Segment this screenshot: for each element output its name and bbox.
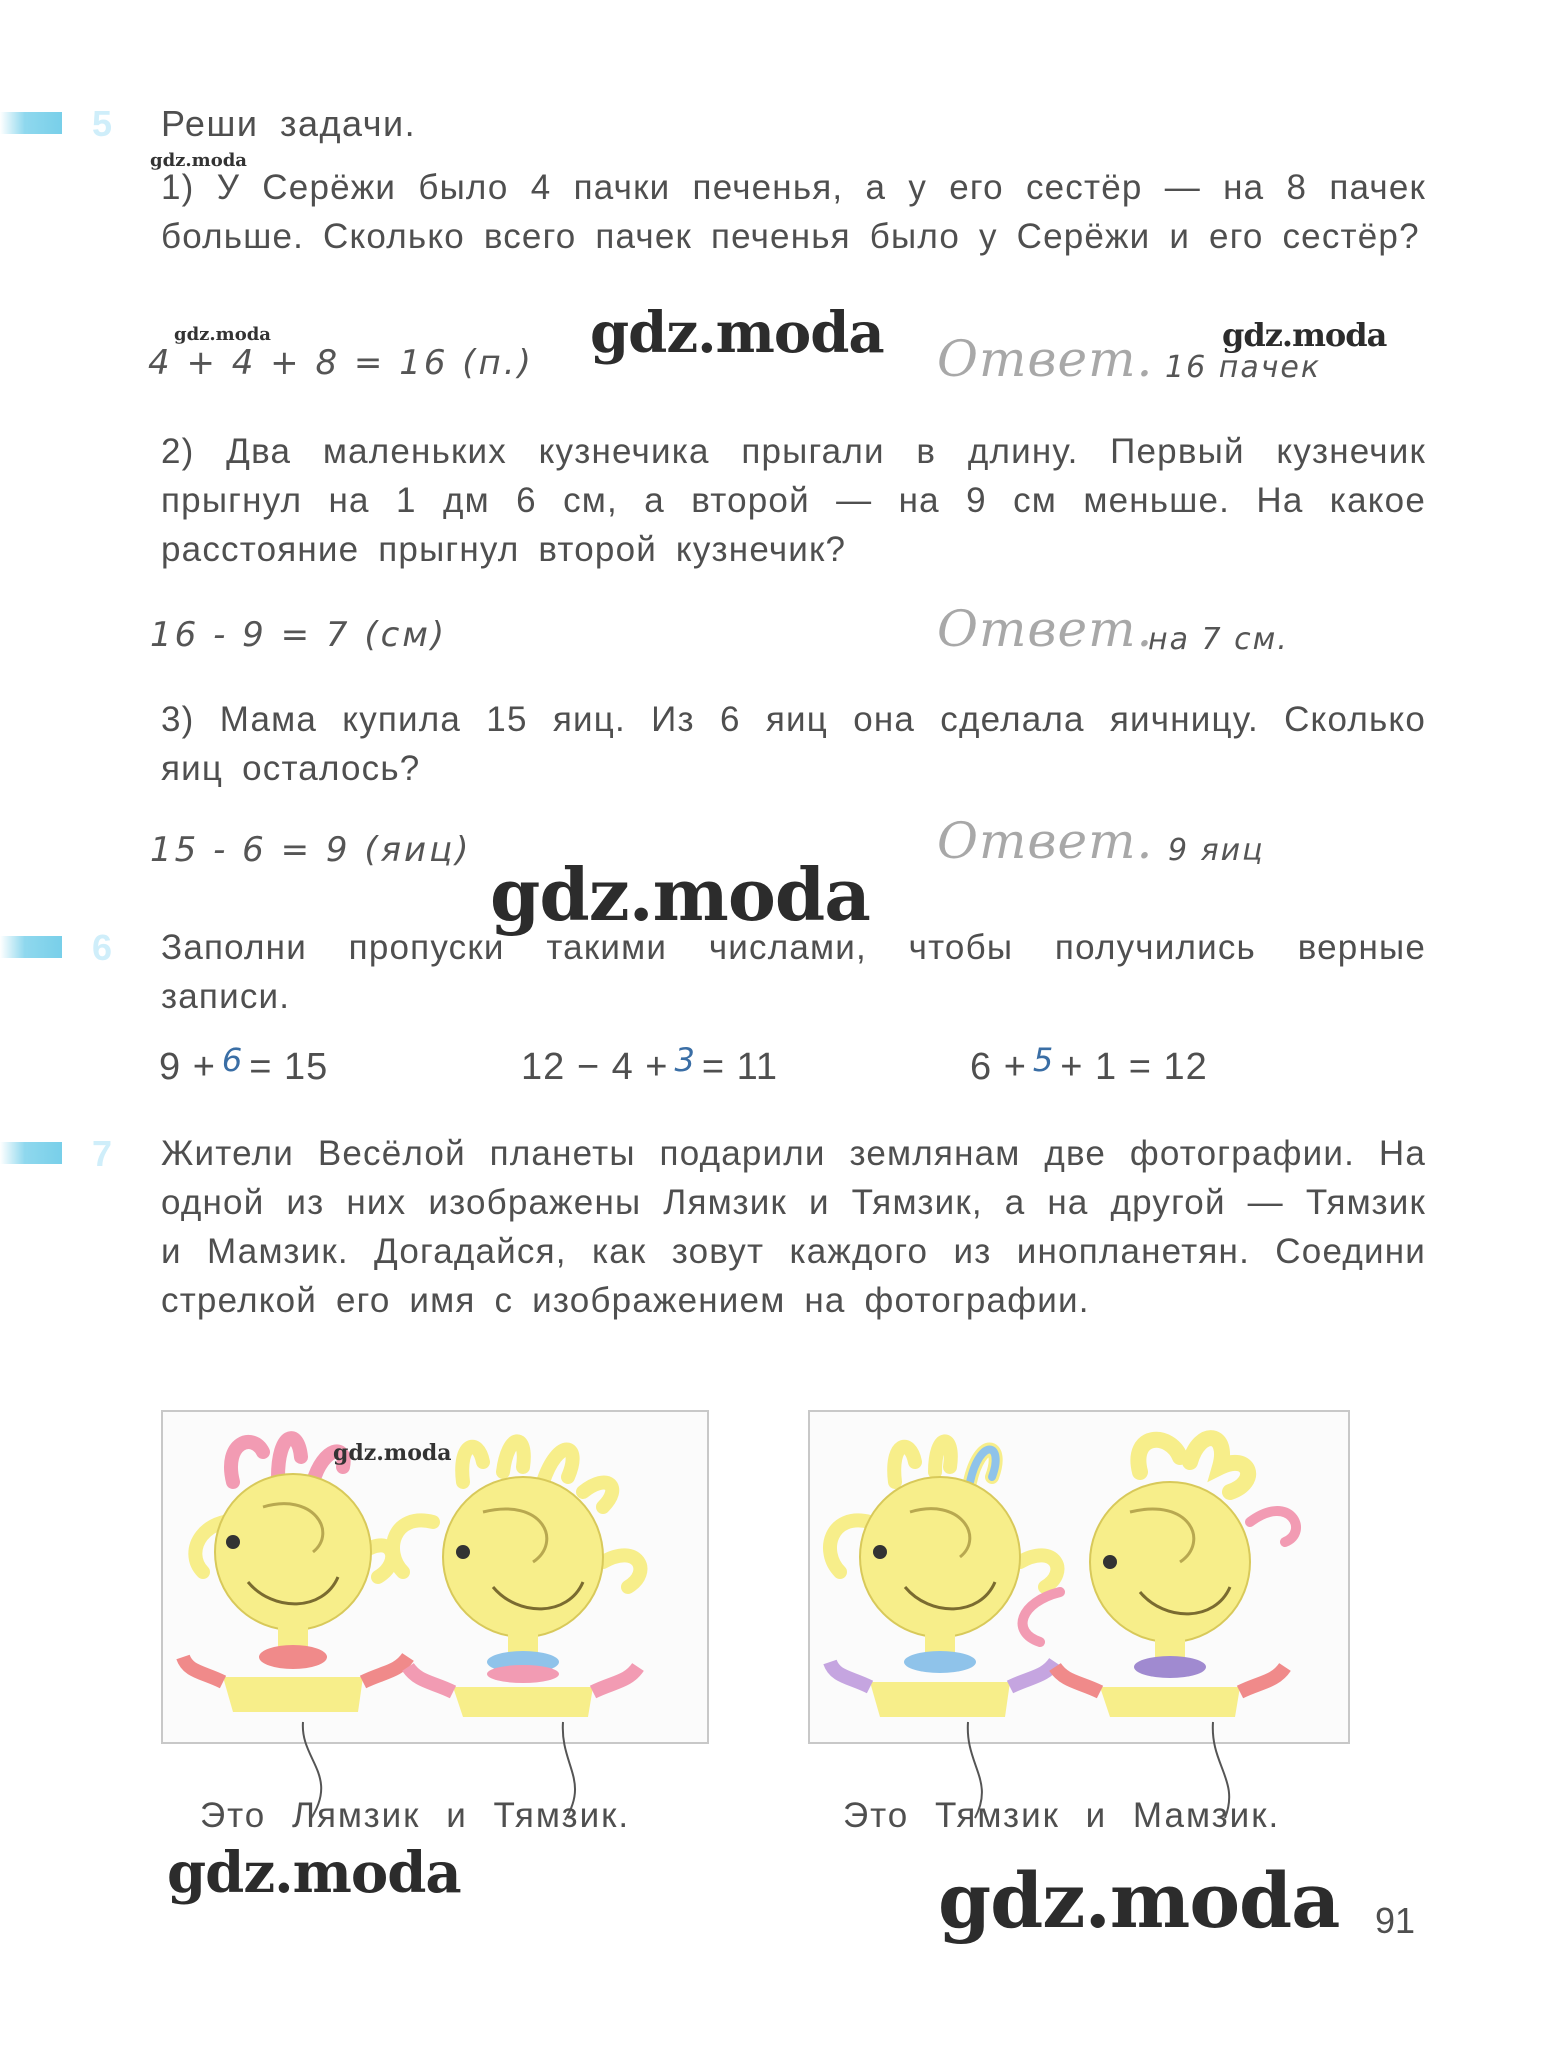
problem-2-solution: 16 - 9 = 7 (см) (150, 615, 448, 655)
watermark: gdz.moda (590, 300, 884, 366)
photo-2-caption: Это Тямзик и Мамзик. (843, 1796, 1281, 1835)
equation-2-right: = 11 (701, 1046, 779, 1088)
problem-1-text: 1) У Серёжи было 4 пачки печенья, а у его сестёр — на 8 пачек больше. Сколько всего пачек печенья было у Серёжи и его сестёр? (161, 168, 1426, 256)
problem-1-solution: 4 + 4 + 8 = 16 (п.) (148, 343, 534, 383)
problem-1-answer-label: Ответ. (937, 330, 1154, 388)
problem-3-answer-label: Ответ. (937, 812, 1154, 870)
problem-1-answer-value: 16 пачек (1165, 350, 1322, 385)
task-6-number: 6 (92, 927, 113, 968)
photo-1-caption: Это Лямзик и Тямзик. (200, 1796, 631, 1835)
watermark: gdz.moda (938, 1856, 1340, 1945)
equation-3-fill[interactable]: 5 (1032, 1041, 1055, 1079)
watermark: gdz.moda (167, 1840, 461, 1906)
problem-3-answer-value: 9 яиц (1168, 833, 1265, 868)
problem-2-text: 2) Два маленьких кузнечика прыгали в длину. Первый кузнечик прыгнул на 1 дм 6 см, а второй — на 9 см меньше. На какое расстояние прыгнул второй кузнечик? (161, 432, 1426, 569)
equation-2-fill[interactable]: 3 (674, 1041, 696, 1079)
task-6-text: Заполни пропуски такими числами, чтобы получились верные записи. (161, 928, 1426, 1016)
page-number: 91 (1375, 1900, 1416, 1941)
equation-3-right: + 1 = 12 (1060, 1046, 1208, 1088)
watermark: gdz.moda (490, 852, 870, 937)
watermark-small: gdz.moda (333, 1440, 452, 1466)
problem-3-text: 3) Мама купила 15 яиц. Из 6 яиц она сделала яичницу. Сколько яиц осталось? (161, 700, 1426, 788)
problem-2-answer-label: Ответ. (937, 600, 1154, 658)
task-7-number: 7 (92, 1133, 113, 1174)
equation-2-left: 12 − 4 + (521, 1046, 669, 1088)
watermark: gdz.moda (1222, 316, 1387, 354)
equation-1-right: = 15 (249, 1046, 329, 1088)
equation-1-left: 9 + (159, 1046, 216, 1088)
task-5-number: 5 (92, 103, 113, 144)
watermark-small: gdz.moda (150, 150, 247, 171)
task-5-heading: Реши задачи. (161, 103, 417, 144)
problem-2-answer-value: на 7 см. (1148, 622, 1289, 657)
problem-3-solution: 15 - 6 = 9 (яиц) (150, 830, 472, 870)
task-7-text: Жители Весёлой планеты подарили землянам две фотографии. На одной из них изображены Лямзик и Тямзик, а на другой — Тямзик и Мамзик. Догадайся, как зовут каждого из инопланетян. Соедини стрелкой его имя с изображением на фотографии. (161, 1134, 1426, 1320)
equation-3-left: 6 + (970, 1046, 1027, 1088)
watermark-small: gdz.moda (174, 324, 271, 345)
equation-1-fill[interactable]: 6 (221, 1041, 244, 1079)
